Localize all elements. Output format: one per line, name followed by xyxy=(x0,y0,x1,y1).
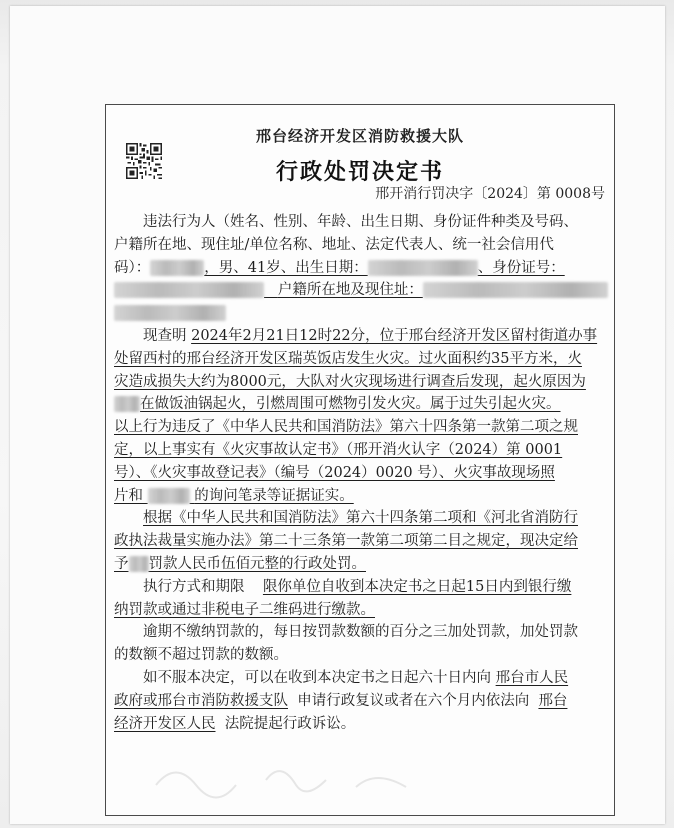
paragraph-party-line: 码）： ，男、41岁、出生日期： 、身份证号： xyxy=(114,259,565,276)
paragraph-basis-line: 予 罚款人民币伍佰元整的行政处罚。 xyxy=(114,555,366,572)
paragraph-party-line: 户籍所在地、现住址/单位名称、地址、法定代表人、统一社会信用代 xyxy=(114,236,554,253)
paragraph-party-line: 违法行为人（姓名、性别、年龄、出生日期、身份证件种类及号码、 xyxy=(143,214,578,230)
paragraph-basis-line: 政执法裁量实施办法》第二十三条第一款第二项第二目之规定，现决定给 xyxy=(114,533,578,550)
paragraph-late-fee-line: 逾期不缴纳罚款的，每日按罚款数额的百分之三加处罚款，加处罚款 xyxy=(143,624,578,641)
document-frame xyxy=(105,104,615,816)
paragraph-appeal-line: 政府或邢台市消防救援支队 申请行政复议或者在六个月内依法向 邢台 xyxy=(114,692,568,709)
paragraph-facts-line: 定，以上事实有《火灾事故认定书》（邢开消火认字（2024）第 0001 xyxy=(114,441,563,458)
redacted-address-cont xyxy=(114,305,226,321)
paragraph-basis-line: 根据《中华人民共和国消防法》第六十四条第二项和《河北省消防行 xyxy=(143,510,578,527)
paragraph-facts-line: 在做饭油锅起火，引燃周围可燃物引发火灾。属于过失引起火灾。 xyxy=(114,393,606,416)
paragraph-facts-line: 现查明 2024年2月21日12时22分，位于邢台经济开发区留村街道办事 xyxy=(143,327,598,344)
paragraph-appeal-line: 经济开发区人民 法院提起行政诉讼。 xyxy=(114,715,356,732)
redacted-birthdate xyxy=(368,260,478,276)
paragraph-execution-line: 执行方式和期限 限你单位自收到本决定书之日起15日内到银行缴 xyxy=(143,578,572,595)
agency-name: 邢台经济开发区消防救援大队 xyxy=(255,127,464,145)
document-number: 邢开消行罚决字〔2024〕第 0008号 xyxy=(375,186,605,202)
redacted-person xyxy=(148,488,190,504)
paragraph-appeal-line: 如不服本决定，可以在收到本决定书之日起六十日内向 邢台市人民 xyxy=(143,669,569,686)
paragraph-facts-line: 号）、《火灾事故登记表》（编号（2024）0020 号）、火灾事故现场照 xyxy=(114,464,555,481)
redacted-person xyxy=(114,396,140,412)
document-sheet xyxy=(10,6,665,824)
paragraph-late-fee-line: 的数额不超过罚款的数额。 xyxy=(114,647,288,664)
paragraph-facts-line: 灾造成损失大约为8000元，大队对火灾现场进行调查后发现，起火原因为 xyxy=(114,373,586,390)
paragraph-party-line xyxy=(114,302,606,325)
paragraph-party-line: 户籍所在地及现住址： xyxy=(114,279,606,302)
paragraph-execution-line: 纳罚款或通过非税电子二维码进行缴款。 xyxy=(114,601,375,618)
document-title: 行政处罚决定书 xyxy=(275,159,444,185)
paragraph-facts-line: 片和 的询问笔录等证据证实。 xyxy=(114,487,354,504)
redacted-id-number xyxy=(114,282,264,298)
paragraph-facts-line: 以上行为违反了《中华人民共和国消防法》第六十四条第一款第二项之规 xyxy=(114,419,578,436)
redacted-name xyxy=(150,260,204,276)
document-body xyxy=(114,211,606,735)
paragraph-facts-line: 处留西村的邢台经济开发区瑞英饭店发生火灾。过火面积约35平方米，火 xyxy=(114,350,582,367)
redacted-person xyxy=(129,556,149,572)
faint-seal-impression xyxy=(136,745,436,805)
redacted-address xyxy=(423,282,608,298)
